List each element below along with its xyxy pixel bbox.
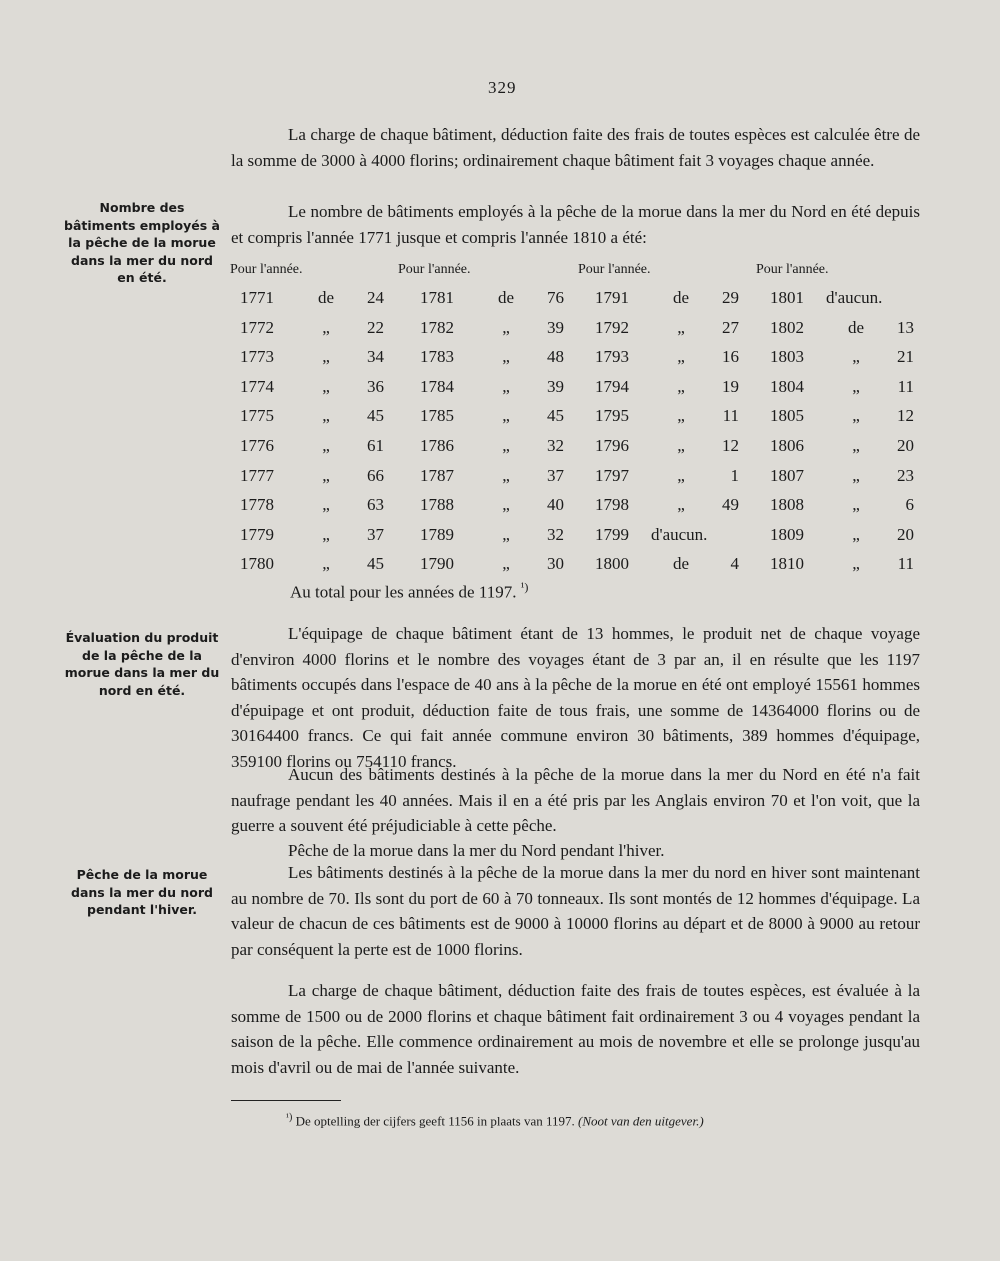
table-count: 12 [897, 406, 914, 426]
table-count: 20 [897, 524, 914, 544]
table-count: 63 [367, 495, 384, 515]
table-separator: „ [322, 406, 330, 426]
table-separator: „ [677, 495, 685, 515]
paragraph-winter-ships: Les bâtiments destinés à la pêche de la morue dans la mer du nord en hiver sont maintenant au nombre de 70. Ils sont du port de 60 à 70 tonneaux. Ils sont montés de 12 hommes d'équipage. La valeur de chacun de ces bâtiments est de 9000 à 10000 florins au départ et de 8000 à 9000 au retour par conséquent la perte est de 1000 florins. [231, 863, 920, 959]
table-row [240, 525, 920, 555]
table-year: 1804 [770, 376, 804, 396]
table-row [240, 347, 920, 377]
table-separator: „ [852, 436, 860, 455]
table-count: 11 [722, 406, 739, 426]
table-year: 1789 [420, 524, 454, 544]
table-row [240, 318, 920, 348]
table-separator: „ [322, 376, 330, 396]
table-separator: de [317, 288, 335, 307]
table-count: 39 [547, 376, 564, 396]
table-separator: „ [502, 465, 510, 485]
table-count: 32 [547, 436, 564, 455]
table-row [240, 377, 920, 407]
table-separator: „ [322, 495, 330, 515]
paragraph-number-ships: Le nombre de bâtiments employés à la pêche de la morue dans la mer du Nord en été depuis et compris l'année 1771 jusque et compris l'année 1810 a été: [231, 202, 920, 247]
table-separator: „ [677, 347, 685, 367]
table-year: 1801 [770, 288, 804, 307]
page-number: 329 [488, 78, 517, 97]
table-separator: de [672, 288, 690, 307]
footnote-divider [231, 1100, 341, 1101]
table-count: 37 [547, 465, 564, 485]
table-year: 1780 [240, 554, 274, 574]
footnote [286, 1112, 704, 1129]
table-separator: „ [502, 376, 510, 396]
table-separator: „ [852, 376, 860, 396]
table-year: 1783 [420, 347, 454, 367]
margin-note-evaluation: Évaluation du produit de la pêche de la morue dans la mer du nord en été. [64, 630, 220, 698]
table-count: 30 [547, 554, 564, 574]
table-year: 1802 [770, 317, 804, 337]
table-row [240, 288, 920, 318]
table-header: Pour l'année. [398, 262, 471, 277]
paragraph-charge-summer: La charge de chaque bâtiment, déduction faite des frais de toutes espèces est calculée être de la somme de 3000 à 4000 florins; ordinairement chaque bâtiment fait 3 voyages chaque année. [231, 125, 920, 170]
table-count: 36 [367, 376, 384, 396]
table-separator: „ [502, 347, 510, 367]
table-year: 1795 [595, 406, 629, 426]
table-year: 1808 [770, 495, 804, 515]
table-year: 1772 [240, 317, 274, 337]
table-separator: „ [852, 524, 860, 544]
table-count: 6 [905, 495, 914, 515]
table-year: 1798 [595, 495, 629, 515]
table-year: 1779 [240, 524, 274, 544]
table-separator: „ [852, 465, 860, 485]
table-count: 34 [367, 347, 384, 367]
table-count: 16 [722, 347, 739, 367]
table-year: 1775 [240, 406, 274, 426]
table-year: 1799 [595, 524, 629, 544]
table-count: 37 [367, 524, 384, 544]
footnote-editor-note: (Noot van den uitgever.) [578, 1113, 704, 1129]
table-year: 1792 [595, 317, 629, 337]
table-count: 24 [367, 288, 384, 307]
table-separator: „ [852, 406, 860, 426]
table-row [240, 495, 920, 525]
table-row [240, 406, 920, 436]
table-separator: „ [322, 317, 330, 337]
table-year: 1803 [770, 347, 804, 367]
table-year: 1791 [595, 288, 629, 307]
table-year: 1771 [240, 288, 274, 307]
table-year: 1781 [420, 288, 454, 307]
table-year: 1784 [420, 376, 454, 396]
footnote-mark: ¹) [520, 580, 529, 594]
table-year: 1794 [595, 376, 629, 396]
table-separator: „ [852, 495, 860, 515]
table-header: Pour l'année. [230, 262, 303, 277]
table-separator: „ [852, 347, 860, 367]
table-separator: „ [502, 495, 510, 515]
table-year: 1776 [240, 436, 274, 455]
table-year: 1807 [770, 465, 804, 485]
table-count: 45 [547, 406, 564, 426]
table-row [240, 436, 920, 466]
table-year: 1782 [420, 317, 454, 337]
table-year: 1787 [420, 465, 454, 485]
table-separator: „ [502, 524, 510, 544]
table-year: 1793 [595, 347, 629, 367]
table-separator: „ [677, 406, 685, 426]
table-count: 40 [547, 495, 564, 515]
table-year: 1809 [770, 524, 804, 544]
table-header: Pour l'année. [756, 262, 829, 277]
table-count: 48 [547, 347, 564, 367]
table-count: 4 [730, 554, 739, 574]
table-year: 1800 [595, 554, 629, 574]
table-year: 1805 [770, 406, 804, 426]
table-header: Pour l'année. [578, 262, 651, 277]
table-count: 45 [367, 554, 384, 574]
table-year: 1796 [595, 436, 629, 455]
table-year: 1806 [770, 436, 804, 455]
table-separator: d'aucun. [826, 288, 883, 307]
table-separator: „ [677, 317, 685, 337]
table-year: 1786 [420, 436, 454, 455]
table-separator: „ [677, 465, 685, 485]
table-year: 1788 [420, 495, 454, 515]
table-separator: „ [502, 406, 510, 426]
table-count: 61 [367, 436, 384, 455]
table-total-text: Au total pour les années de 1197. [290, 582, 517, 602]
table-year: 1774 [240, 376, 274, 396]
table-separator: „ [502, 317, 510, 337]
table-count: 39 [547, 317, 564, 337]
table-row [240, 466, 920, 496]
table-count: 32 [547, 524, 564, 544]
table-count: 66 [367, 465, 384, 485]
table-year: 1797 [595, 465, 629, 485]
table-count: 49 [722, 495, 739, 515]
table-year: 1777 [240, 465, 274, 485]
table-count: 20 [897, 436, 914, 455]
table-separator: „ [677, 376, 685, 396]
footnote-mark: ¹) [286, 1112, 293, 1123]
table-separator: „ [322, 465, 330, 485]
table-separator: „ [502, 436, 510, 455]
table-separator: d'aucun. [651, 524, 708, 544]
table-separator: de [497, 288, 515, 307]
footnote-text: De optelling der cijfers geeft 1156 in plaats van 1197. [295, 1113, 575, 1129]
table-year: 1810 [770, 554, 804, 574]
table-year: 1778 [240, 495, 274, 515]
margin-note-number-ships: Nombre des bâtiments employés à la pêche de la morue dans la mer du nord en été. [64, 200, 220, 285]
table-count: 1 [730, 465, 739, 485]
table-count: 29 [722, 288, 739, 307]
table-count: 76 [547, 288, 564, 307]
table-count: 11 [897, 554, 914, 574]
table-count: 13 [897, 317, 914, 337]
paragraph-charge-winter: La charge de chaque bâtiment, déduction faite des frais de toutes espèces, est évaluée à la somme de 1500 ou de 2000 florins et chaque bâtiment fait ordinairement 3 ou 4 voyages pendant la saison de la pêche. Elle commence ordinairement au mois de novembre et elle se prolonge jusqu'au mois d'avril ou de mai de l'année suivante. [231, 981, 920, 1077]
table-separator: „ [677, 436, 685, 455]
table-separator: „ [322, 436, 330, 455]
table-year: 1785 [420, 406, 454, 426]
table-separator: de [672, 554, 690, 574]
table-count: 12 [722, 436, 739, 455]
table-count: 23 [897, 465, 914, 485]
table-separator: de [847, 317, 865, 337]
paragraph-evaluation: L'équipage de chaque bâtiment étant de 13 hommes, le produit net de chaque voyage d'environ 4000 florins et le nombre des voyages étant de 3 par an, il en résulte que les 1197 bâtiments occupés dans l'espace de 40 ans à la pêche de la morue en été ont employé 15561 hommes d'épuipage et ont produit, déduction faite de tous frais, une somme de 14364000 florins ou de 30164400 francs. Ce qui fait année commune environ 30 bâtiments, 389 hommes d'équipage, 359100 florins ou 754110 francs. [231, 624, 920, 771]
table-separator: „ [502, 554, 510, 574]
table-year: 1790 [420, 554, 454, 574]
table-year: 1773 [240, 347, 274, 367]
paragraph-shipwrecks: Aucun des bâtiments destinés à la pêche de la morue dans la mer du Nord en été n'a fait naufrage pendant les 40 années. Mais il en a été pris par les Anglais environ 70 et l'on voit, que la guerre a souvent été préjudiciable à cette pêche. [231, 765, 920, 835]
table-count: 22 [367, 317, 384, 337]
table-count: 11 [897, 376, 914, 396]
table-count: 19 [722, 376, 739, 396]
section-heading-winter: Pêche de la morue dans la mer du Nord pendant l'hiver. [288, 841, 665, 860]
table-separator: „ [322, 524, 330, 544]
table-total [290, 580, 528, 603]
table-count: 45 [367, 406, 384, 426]
table-count: 21 [897, 347, 914, 367]
table-count: 27 [722, 317, 739, 337]
table-separator: „ [322, 347, 330, 367]
table-separator: „ [852, 554, 860, 574]
table-separator: „ [322, 554, 330, 574]
margin-note-winter: Pêche de la morue dans la mer du nord pendant l'hiver. [71, 867, 213, 917]
